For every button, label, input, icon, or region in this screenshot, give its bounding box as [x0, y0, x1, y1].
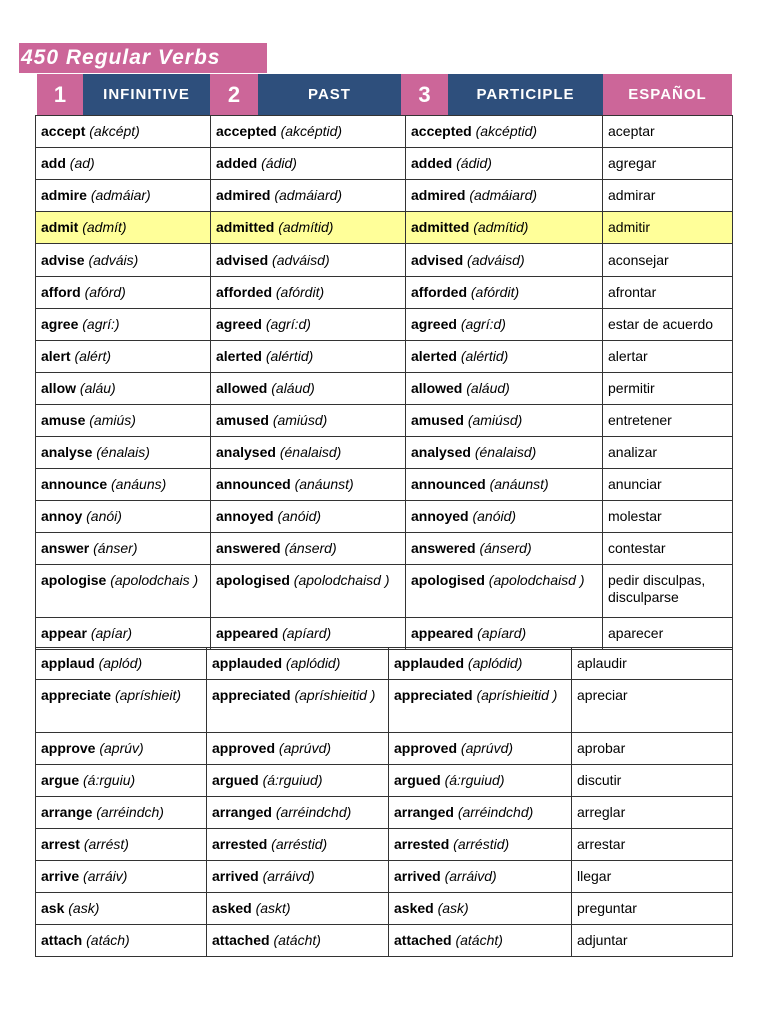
spanish-translation-cell: arreglar — [572, 797, 733, 829]
participle-cell — [389, 797, 572, 829]
column-number-1: 1 — [37, 74, 83, 115]
spanish-translation-cell: afrontar — [603, 277, 733, 309]
infinitive-cell — [36, 341, 211, 373]
infinitive-pronunciation: (apíar) — [90, 625, 133, 641]
participle-cell — [406, 341, 603, 373]
participle-word: argued — [394, 772, 441, 788]
infinitive-word: add — [41, 155, 66, 171]
past-cell — [207, 893, 389, 925]
past-cell — [211, 309, 406, 341]
infinitive-word: arrest — [41, 836, 80, 852]
infinitive-cell — [36, 533, 211, 565]
past-pronunciation: (arréstid) — [271, 836, 328, 852]
infinitive-cell — [36, 277, 211, 309]
past-cell — [211, 533, 406, 565]
participle-pronunciation: (admítid) — [473, 219, 529, 235]
past-pronunciation: (agrí:d) — [265, 316, 311, 332]
participle-cell — [406, 501, 603, 533]
participle-pronunciation: (énalaisd) — [474, 444, 537, 460]
spanish-translation-cell: permitir — [603, 373, 733, 405]
infinitive-cell — [36, 565, 211, 618]
past-word: analysed — [216, 444, 276, 460]
infinitive-cell — [36, 733, 207, 765]
infinitive-cell — [36, 501, 211, 533]
participle-word: admitted — [411, 219, 470, 235]
spanish-translation-cell: analizar — [603, 437, 733, 469]
infinitive-cell — [36, 244, 211, 277]
participle-cell — [389, 861, 572, 893]
past-word: annoyed — [216, 508, 274, 524]
participle-word: amused — [411, 412, 464, 428]
table-row — [36, 373, 733, 405]
table-row — [36, 565, 733, 618]
infinitive-pronunciation: (anói) — [86, 508, 122, 524]
participle-pronunciation: (arráivd) — [444, 868, 497, 884]
past-cell — [211, 341, 406, 373]
infinitive-cell — [36, 765, 207, 797]
table-row — [36, 861, 733, 893]
spanish-translation-cell: anunciar — [603, 469, 733, 501]
infinitive-word: alert — [41, 348, 71, 364]
participle-cell — [389, 733, 572, 765]
infinitive-word: announce — [41, 476, 108, 492]
past-cell — [211, 244, 406, 277]
past-word: admired — [216, 187, 271, 203]
participle-word: approved — [394, 740, 458, 756]
verb-table-part-2 — [35, 647, 733, 957]
participle-cell — [406, 437, 603, 469]
past-word: alerted — [216, 348, 262, 364]
spanish-translation-cell: alertar — [603, 341, 733, 373]
table-row — [36, 341, 733, 373]
past-pronunciation: (atácht) — [273, 932, 321, 948]
infinitive-cell — [36, 797, 207, 829]
infinitive-pronunciation: (afórd) — [84, 284, 126, 300]
past-pronunciation: (ádid) — [261, 155, 297, 171]
participle-word: alerted — [411, 348, 457, 364]
infinitive-pronunciation: (arréindch) — [96, 804, 164, 820]
past-cell — [207, 733, 389, 765]
spanish-translation-cell: admirar — [603, 180, 733, 212]
table-row — [36, 116, 733, 148]
infinitive-pronunciation: (ánser) — [93, 540, 138, 556]
participle-pronunciation: (arréindchd) — [457, 804, 534, 820]
participle-cell — [389, 680, 572, 733]
table-row — [36, 733, 733, 765]
infinitive-pronunciation: (arráiv) — [83, 868, 128, 884]
participle-cell — [389, 765, 572, 797]
past-word: amused — [216, 412, 269, 428]
participle-pronunciation: (apíard) — [477, 625, 527, 641]
verb-table-part-1 — [35, 115, 733, 650]
spanish-translation-cell: adjuntar — [572, 925, 733, 957]
table-row — [36, 244, 733, 277]
participle-word: annoyed — [411, 508, 469, 524]
past-cell — [211, 565, 406, 618]
infinitive-pronunciation: (adváis) — [88, 251, 139, 268]
participle-word: answered — [411, 540, 476, 556]
past-cell — [207, 925, 389, 957]
past-word: arranged — [212, 804, 272, 820]
infinitive-word: approve — [41, 740, 96, 756]
past-cell — [211, 373, 406, 405]
participle-word: added — [411, 155, 453, 171]
participle-cell — [406, 148, 603, 180]
infinitive-word: apologise — [41, 572, 107, 588]
column-header-participle: PARTICIPLE — [448, 74, 603, 115]
participle-cell — [406, 277, 603, 309]
past-word: agreed — [216, 316, 262, 332]
participle-pronunciation: (agrí:d) — [460, 316, 506, 332]
infinitive-cell — [36, 829, 207, 861]
table-row — [36, 469, 733, 501]
infinitive-cell — [36, 180, 211, 212]
infinitive-word: admire — [41, 187, 87, 203]
infinitive-cell — [36, 893, 207, 925]
past-pronunciation: (akcéptid) — [280, 123, 343, 139]
infinitive-cell — [36, 116, 211, 148]
infinitive-pronunciation: (aplód) — [98, 655, 143, 671]
participle-cell — [406, 116, 603, 148]
past-word: attached — [212, 932, 270, 948]
participle-pronunciation: (atácht) — [455, 932, 503, 948]
table-row — [36, 618, 733, 650]
participle-word: afforded — [411, 284, 467, 300]
past-word: arrested — [212, 836, 268, 852]
table-row — [36, 180, 733, 212]
spanish-translation-cell: aprobar — [572, 733, 733, 765]
participle-pronunciation: (aláud) — [466, 380, 510, 396]
infinitive-word: accept — [41, 123, 86, 139]
participle-word: advised — [411, 251, 464, 268]
past-word: afforded — [216, 284, 272, 300]
infinitive-cell — [36, 861, 207, 893]
infinitive-cell — [36, 648, 207, 680]
past-pronunciation: (aplódid) — [285, 655, 341, 671]
past-cell — [211, 180, 406, 212]
participle-pronunciation: (aprúvd) — [460, 740, 514, 756]
infinitive-pronunciation: (admít) — [82, 219, 127, 235]
participle-word: arrived — [394, 868, 441, 884]
past-pronunciation: (ánserd) — [284, 540, 337, 556]
infinitive-cell — [36, 212, 211, 244]
infinitive-word: arrive — [41, 868, 80, 884]
past-pronunciation: (anóid) — [277, 508, 322, 524]
past-cell — [211, 501, 406, 533]
infinitive-pronunciation: (apríshieit) — [114, 687, 182, 703]
past-cell — [207, 765, 389, 797]
infinitive-word: advise — [41, 251, 85, 268]
past-word: approved — [212, 740, 276, 756]
table-row — [36, 797, 733, 829]
participle-pronunciation: (adváisd) — [467, 251, 525, 268]
infinitive-word: annoy — [41, 508, 83, 524]
participle-cell — [406, 244, 603, 277]
participle-cell — [406, 533, 603, 565]
past-cell — [211, 212, 406, 244]
infinitive-pronunciation: (alért) — [74, 348, 112, 364]
past-pronunciation: (anáunst) — [294, 476, 354, 492]
past-cell — [207, 648, 389, 680]
past-word: accepted — [216, 123, 277, 139]
infinitive-pronunciation: (arrést) — [83, 836, 129, 852]
past-word: appeared — [216, 625, 279, 641]
infinitive-cell — [36, 373, 211, 405]
participle-cell — [406, 309, 603, 341]
participle-pronunciation: (ádid) — [456, 155, 492, 171]
past-pronunciation: (askt) — [255, 900, 291, 916]
participle-pronunciation: (arréstid) — [453, 836, 510, 852]
participle-word: allowed — [411, 380, 463, 396]
infinitive-word: arrange — [41, 804, 93, 820]
table-row — [36, 405, 733, 437]
past-pronunciation: (á:rguiud) — [262, 772, 323, 788]
spanish-translation-cell: llegar — [572, 861, 733, 893]
infinitive-word: allow — [41, 380, 77, 396]
spanish-translation-cell: aconsejar — [603, 244, 733, 277]
infinitive-pronunciation: (aprúv) — [99, 740, 144, 756]
participle-pronunciation: (anáunst) — [489, 476, 549, 492]
past-word: allowed — [216, 380, 268, 396]
past-word: advised — [216, 251, 269, 268]
past-pronunciation: (énalaisd) — [279, 444, 342, 460]
infinitive-word: applaud — [41, 655, 95, 671]
participle-cell — [389, 893, 572, 925]
page-title: 450 Regular Verbs — [19, 43, 267, 73]
infinitive-word: answer — [41, 540, 90, 556]
spanish-translation-cell: aceptar — [603, 116, 733, 148]
spanish-translation-cell: entretener — [603, 405, 733, 437]
past-pronunciation: (aprúvd) — [278, 740, 332, 756]
past-word: announced — [216, 476, 291, 492]
participle-pronunciation: (anóid) — [472, 508, 517, 524]
past-pronunciation: (adváisd) — [272, 251, 330, 268]
column-header-infinitive: INFINITIVE — [83, 74, 210, 115]
spanish-translation-cell: estar de acuerdo — [603, 309, 733, 341]
participle-cell — [406, 180, 603, 212]
past-cell — [211, 148, 406, 180]
participle-word: agreed — [411, 316, 457, 332]
past-word: applauded — [212, 655, 283, 671]
infinitive-cell — [36, 309, 211, 341]
infinitive-pronunciation: (énalais) — [96, 444, 150, 460]
past-cell — [211, 618, 406, 650]
past-word: appreciated — [212, 687, 291, 703]
spanish-translation-cell: preguntar — [572, 893, 733, 925]
participle-cell — [389, 925, 572, 957]
table-row — [36, 212, 733, 244]
table-row — [36, 501, 733, 533]
participle-cell — [406, 565, 603, 618]
participle-word: arranged — [394, 804, 454, 820]
participle-pronunciation: (apolodchaisd ) — [488, 572, 585, 588]
infinitive-cell — [36, 618, 211, 650]
past-pronunciation: (apríshieitid ) — [294, 687, 376, 703]
participle-word: appeared — [411, 625, 474, 641]
table-row — [36, 680, 733, 733]
infinitive-cell — [36, 680, 207, 733]
spanish-translation-cell: pedir disculpas, disculparse — [603, 565, 733, 618]
past-cell — [207, 829, 389, 861]
table-row — [36, 148, 733, 180]
infinitive-word: afford — [41, 284, 81, 300]
past-pronunciation: (aláud) — [271, 380, 315, 396]
infinitive-word: admit — [41, 219, 79, 235]
past-pronunciation: (alértid) — [265, 348, 314, 364]
past-word: argued — [212, 772, 259, 788]
past-pronunciation: (admáiard) — [274, 187, 343, 203]
participle-word: appreciated — [394, 687, 473, 703]
infinitive-pronunciation: (amiús) — [89, 412, 136, 428]
spanish-translation-cell: contestar — [603, 533, 733, 565]
past-cell — [211, 405, 406, 437]
past-pronunciation: (arráivd) — [262, 868, 315, 884]
spanish-translation-cell: discutir — [572, 765, 733, 797]
infinitive-cell — [36, 437, 211, 469]
participle-cell — [406, 212, 603, 244]
infinitive-pronunciation: (agrí:) — [82, 316, 120, 332]
past-cell — [211, 437, 406, 469]
past-cell — [211, 277, 406, 309]
past-word: added — [216, 155, 258, 171]
past-pronunciation: (arréindchd) — [275, 804, 352, 820]
past-cell — [211, 469, 406, 501]
participle-pronunciation: (akcéptid) — [475, 123, 538, 139]
past-pronunciation: (admítid) — [278, 219, 334, 235]
past-pronunciation: (afórdit) — [275, 284, 325, 300]
participle-pronunciation: (amiúsd) — [467, 412, 523, 428]
participle-word: admired — [411, 187, 466, 203]
participle-word: apologised — [411, 572, 485, 588]
infinitive-word: amuse — [41, 412, 86, 428]
column-number-3: 3 — [401, 74, 448, 115]
participle-cell — [406, 618, 603, 650]
infinitive-pronunciation: (atách) — [86, 932, 130, 948]
spanish-translation-cell: admitir — [603, 212, 733, 244]
spanish-translation-cell: aplaudir — [572, 648, 733, 680]
spanish-translation-cell: agregar — [603, 148, 733, 180]
spanish-translation-cell: molestar — [603, 501, 733, 533]
table-row — [36, 829, 733, 861]
table-row — [36, 765, 733, 797]
infinitive-word: appreciate — [41, 687, 112, 703]
infinitive-pronunciation: (ad) — [69, 155, 95, 171]
past-word: answered — [216, 540, 281, 556]
participle-cell — [406, 469, 603, 501]
participle-word: asked — [394, 900, 434, 916]
past-word: arrived — [212, 868, 259, 884]
participle-word: announced — [411, 476, 486, 492]
past-cell — [207, 680, 389, 733]
past-cell — [207, 861, 389, 893]
participle-word: accepted — [411, 123, 472, 139]
infinitive-cell — [36, 405, 211, 437]
spanish-translation-cell: arrestar — [572, 829, 733, 861]
participle-pronunciation: (á:rguiud) — [444, 772, 505, 788]
table-row — [36, 648, 733, 680]
participle-pronunciation: (admáiard) — [469, 187, 538, 203]
column-header-espanol: ESPAÑOL — [603, 74, 732, 115]
infinitive-word: agree — [41, 316, 79, 332]
infinitive-pronunciation: (ask) — [68, 900, 100, 916]
participle-cell — [406, 405, 603, 437]
infinitive-pronunciation: (admáiar) — [90, 187, 151, 203]
past-word: asked — [212, 900, 252, 916]
past-word: apologised — [216, 572, 290, 588]
participle-cell — [389, 648, 572, 680]
table-row — [36, 437, 733, 469]
past-pronunciation: (apíard) — [282, 625, 332, 641]
participle-word: arrested — [394, 836, 450, 852]
participle-pronunciation: (apríshieitid ) — [476, 687, 558, 703]
past-word: admitted — [216, 219, 275, 235]
table-row — [36, 277, 733, 309]
infinitive-pronunciation: (á:rguiu) — [83, 772, 136, 788]
infinitive-cell — [36, 469, 211, 501]
participle-word: attached — [394, 932, 452, 948]
table-row — [36, 309, 733, 341]
past-cell — [207, 797, 389, 829]
participle-word: analysed — [411, 444, 471, 460]
past-pronunciation: (apolodchaisd ) — [293, 572, 390, 588]
infinitive-word: appear — [41, 625, 87, 641]
infinitive-cell — [36, 148, 211, 180]
participle-pronunciation: (aplódid) — [467, 655, 523, 671]
spanish-translation-cell: apreciar — [572, 680, 733, 733]
infinitive-word: attach — [41, 932, 83, 948]
infinitive-pronunciation: (aláu) — [79, 380, 116, 396]
past-cell — [211, 116, 406, 148]
spanish-translation-cell: aparecer — [603, 618, 733, 650]
table-row — [36, 893, 733, 925]
column-header-past: PAST — [258, 74, 401, 115]
infinitive-pronunciation: (anáuns) — [111, 476, 167, 492]
participle-pronunciation: (afórdit) — [470, 284, 520, 300]
column-number-2: 2 — [210, 74, 258, 115]
infinitive-word: argue — [41, 772, 80, 788]
participle-pronunciation: (ask) — [437, 900, 469, 916]
infinitive-word: ask — [41, 900, 65, 916]
participle-cell — [406, 373, 603, 405]
table-row — [36, 925, 733, 957]
participle-cell — [389, 829, 572, 861]
infinitive-cell — [36, 925, 207, 957]
infinitive-word: analyse — [41, 444, 93, 460]
infinitive-pronunciation: (akcépt) — [89, 123, 140, 139]
past-pronunciation: (amiúsd) — [272, 412, 328, 428]
participle-word: applauded — [394, 655, 465, 671]
table-row — [36, 533, 733, 565]
participle-pronunciation: (alértid) — [460, 348, 509, 364]
participle-pronunciation: (ánserd) — [479, 540, 532, 556]
infinitive-pronunciation: (apolodchais ) — [110, 572, 199, 588]
